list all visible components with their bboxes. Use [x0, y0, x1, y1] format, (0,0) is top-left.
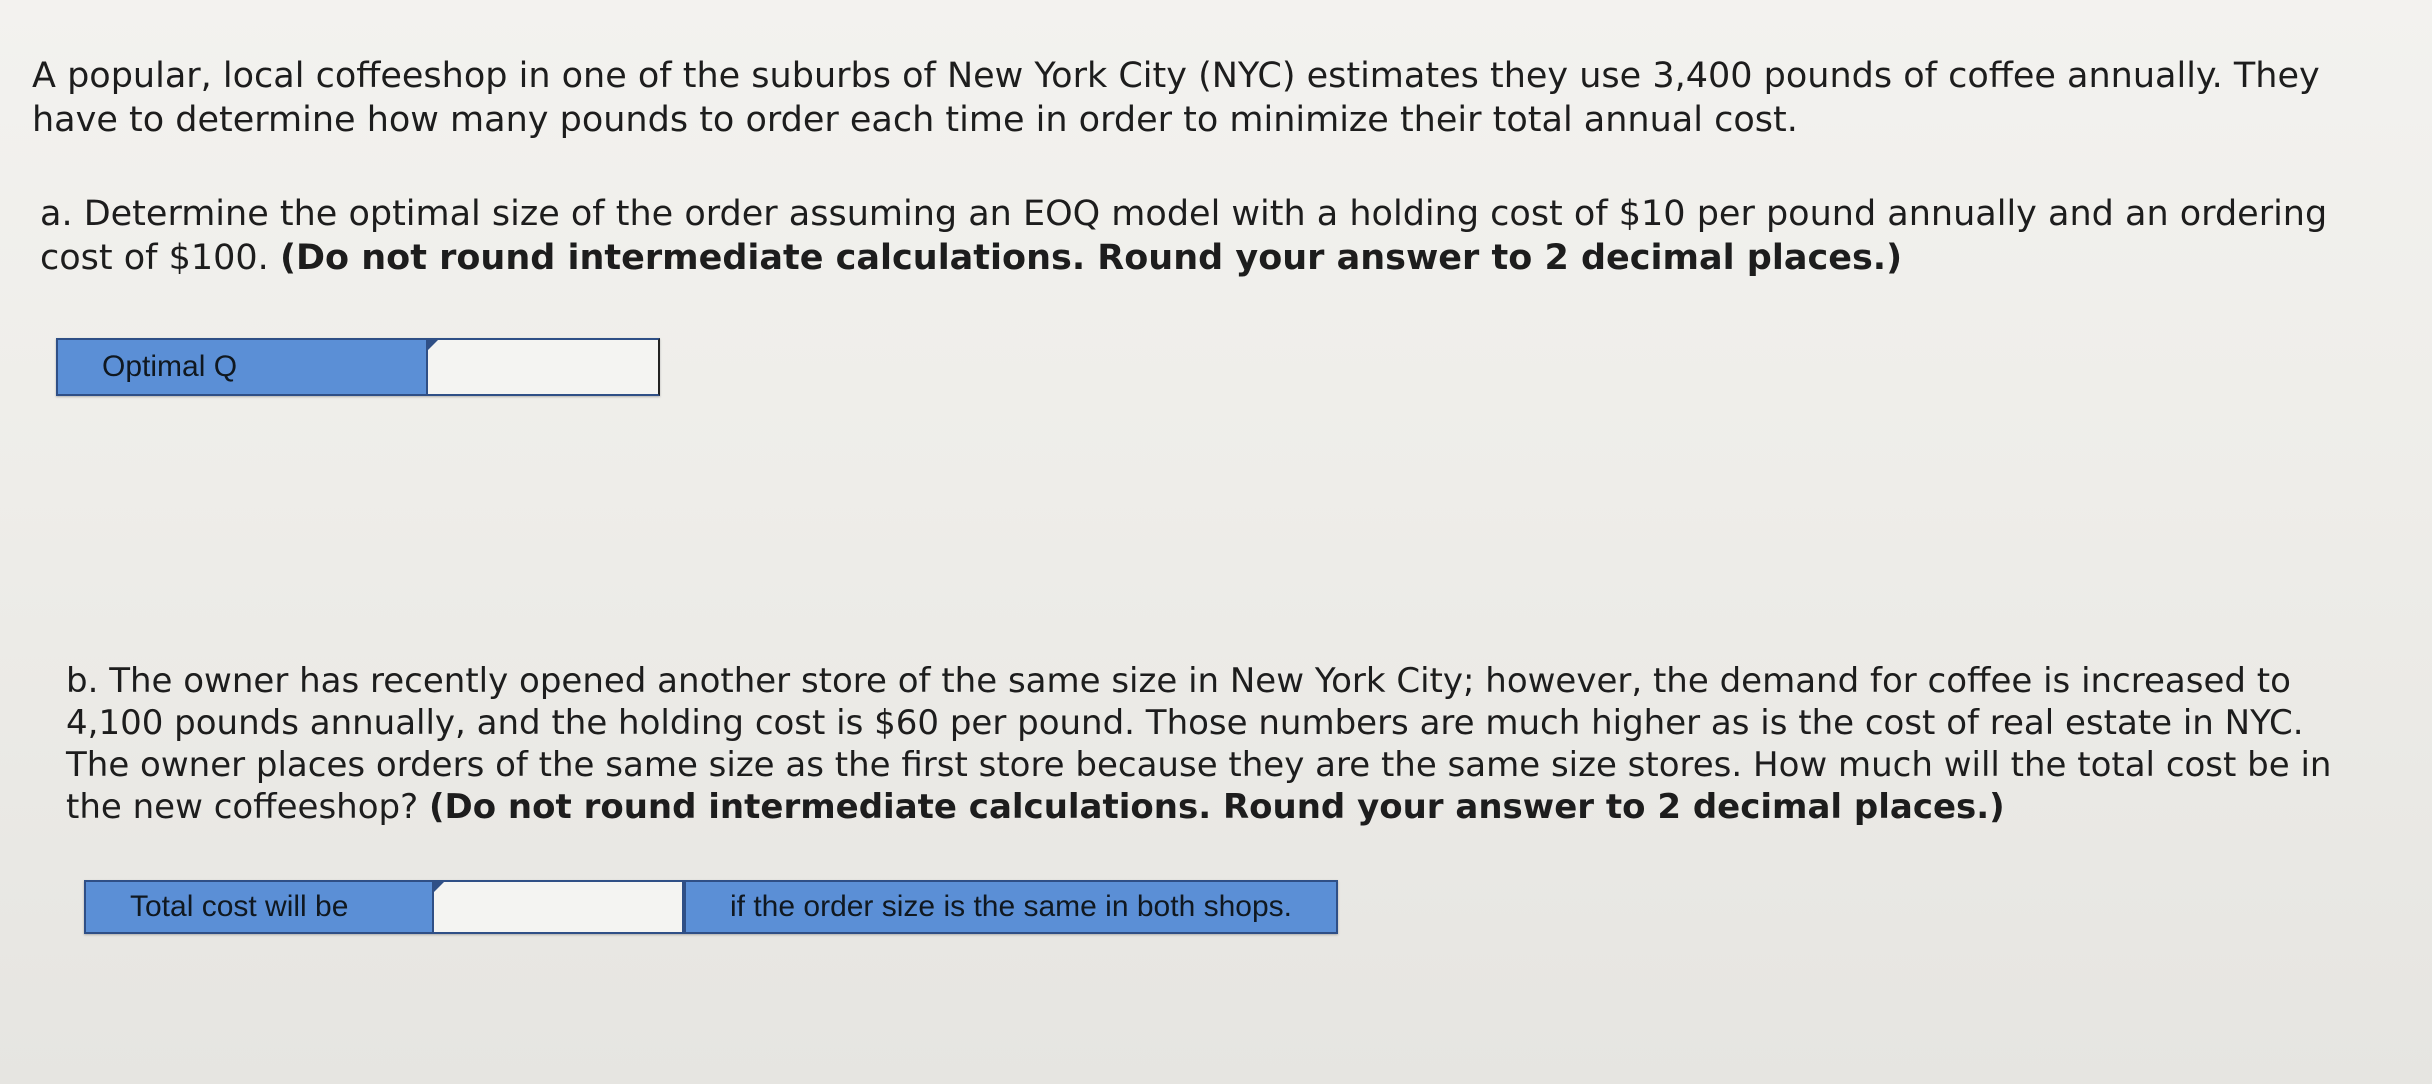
part-b-question	[66, 660, 2366, 828]
part-b-text: b. The owner has recently opened another store of the same size in New York City; however, the demand for coffee is increased to 4,100 pounds annually, and the holding cost is $60 per pound. Those numbers are much higher as is the cost of real estate in NYC. The owner places orders of the same size as the first store because they are the same size stores. How much will the total cost be in the new coffeeshop?	[66, 661, 2332, 827]
part-b-instruction: (Do not round intermediate calculations. Round your answer to 2 decimal places.)	[428, 787, 2005, 827]
optimal-q-label: Optimal Q	[56, 338, 428, 396]
total-cost-label: Total cost will be	[84, 880, 434, 934]
input-corner-marker-icon	[434, 882, 444, 892]
total-cost-suffix: if the order size is the same in both shops.	[684, 880, 1338, 934]
total-cost-input-cell[interactable]	[434, 880, 684, 934]
optimal-q-input[interactable]	[428, 340, 658, 394]
part-a-answer-row	[56, 338, 660, 396]
question-intro: A popular, local coffeeshop in one of the suburbs of New York City (NYC) estimates they use 3,400 pounds of coffee annually. They have to determine how many pounds to order each time in order to minimize their total annual cost.	[32, 56, 2320, 140]
part-a-question	[40, 192, 2400, 280]
input-corner-marker-icon	[428, 340, 438, 350]
part-b-answer-row	[84, 880, 1338, 934]
optimal-q-input-cell[interactable]	[428, 338, 660, 396]
part-a-text: a. Determine the optimal size of the order assuming an EOQ model with a holding cost of $10 per pound annually and an ordering cost of $100.	[40, 194, 2328, 278]
total-cost-input[interactable]	[434, 882, 682, 932]
part-a-instruction: (Do not round intermediate calculations. Round your answer to 2 decimal places.)	[279, 238, 1903, 278]
